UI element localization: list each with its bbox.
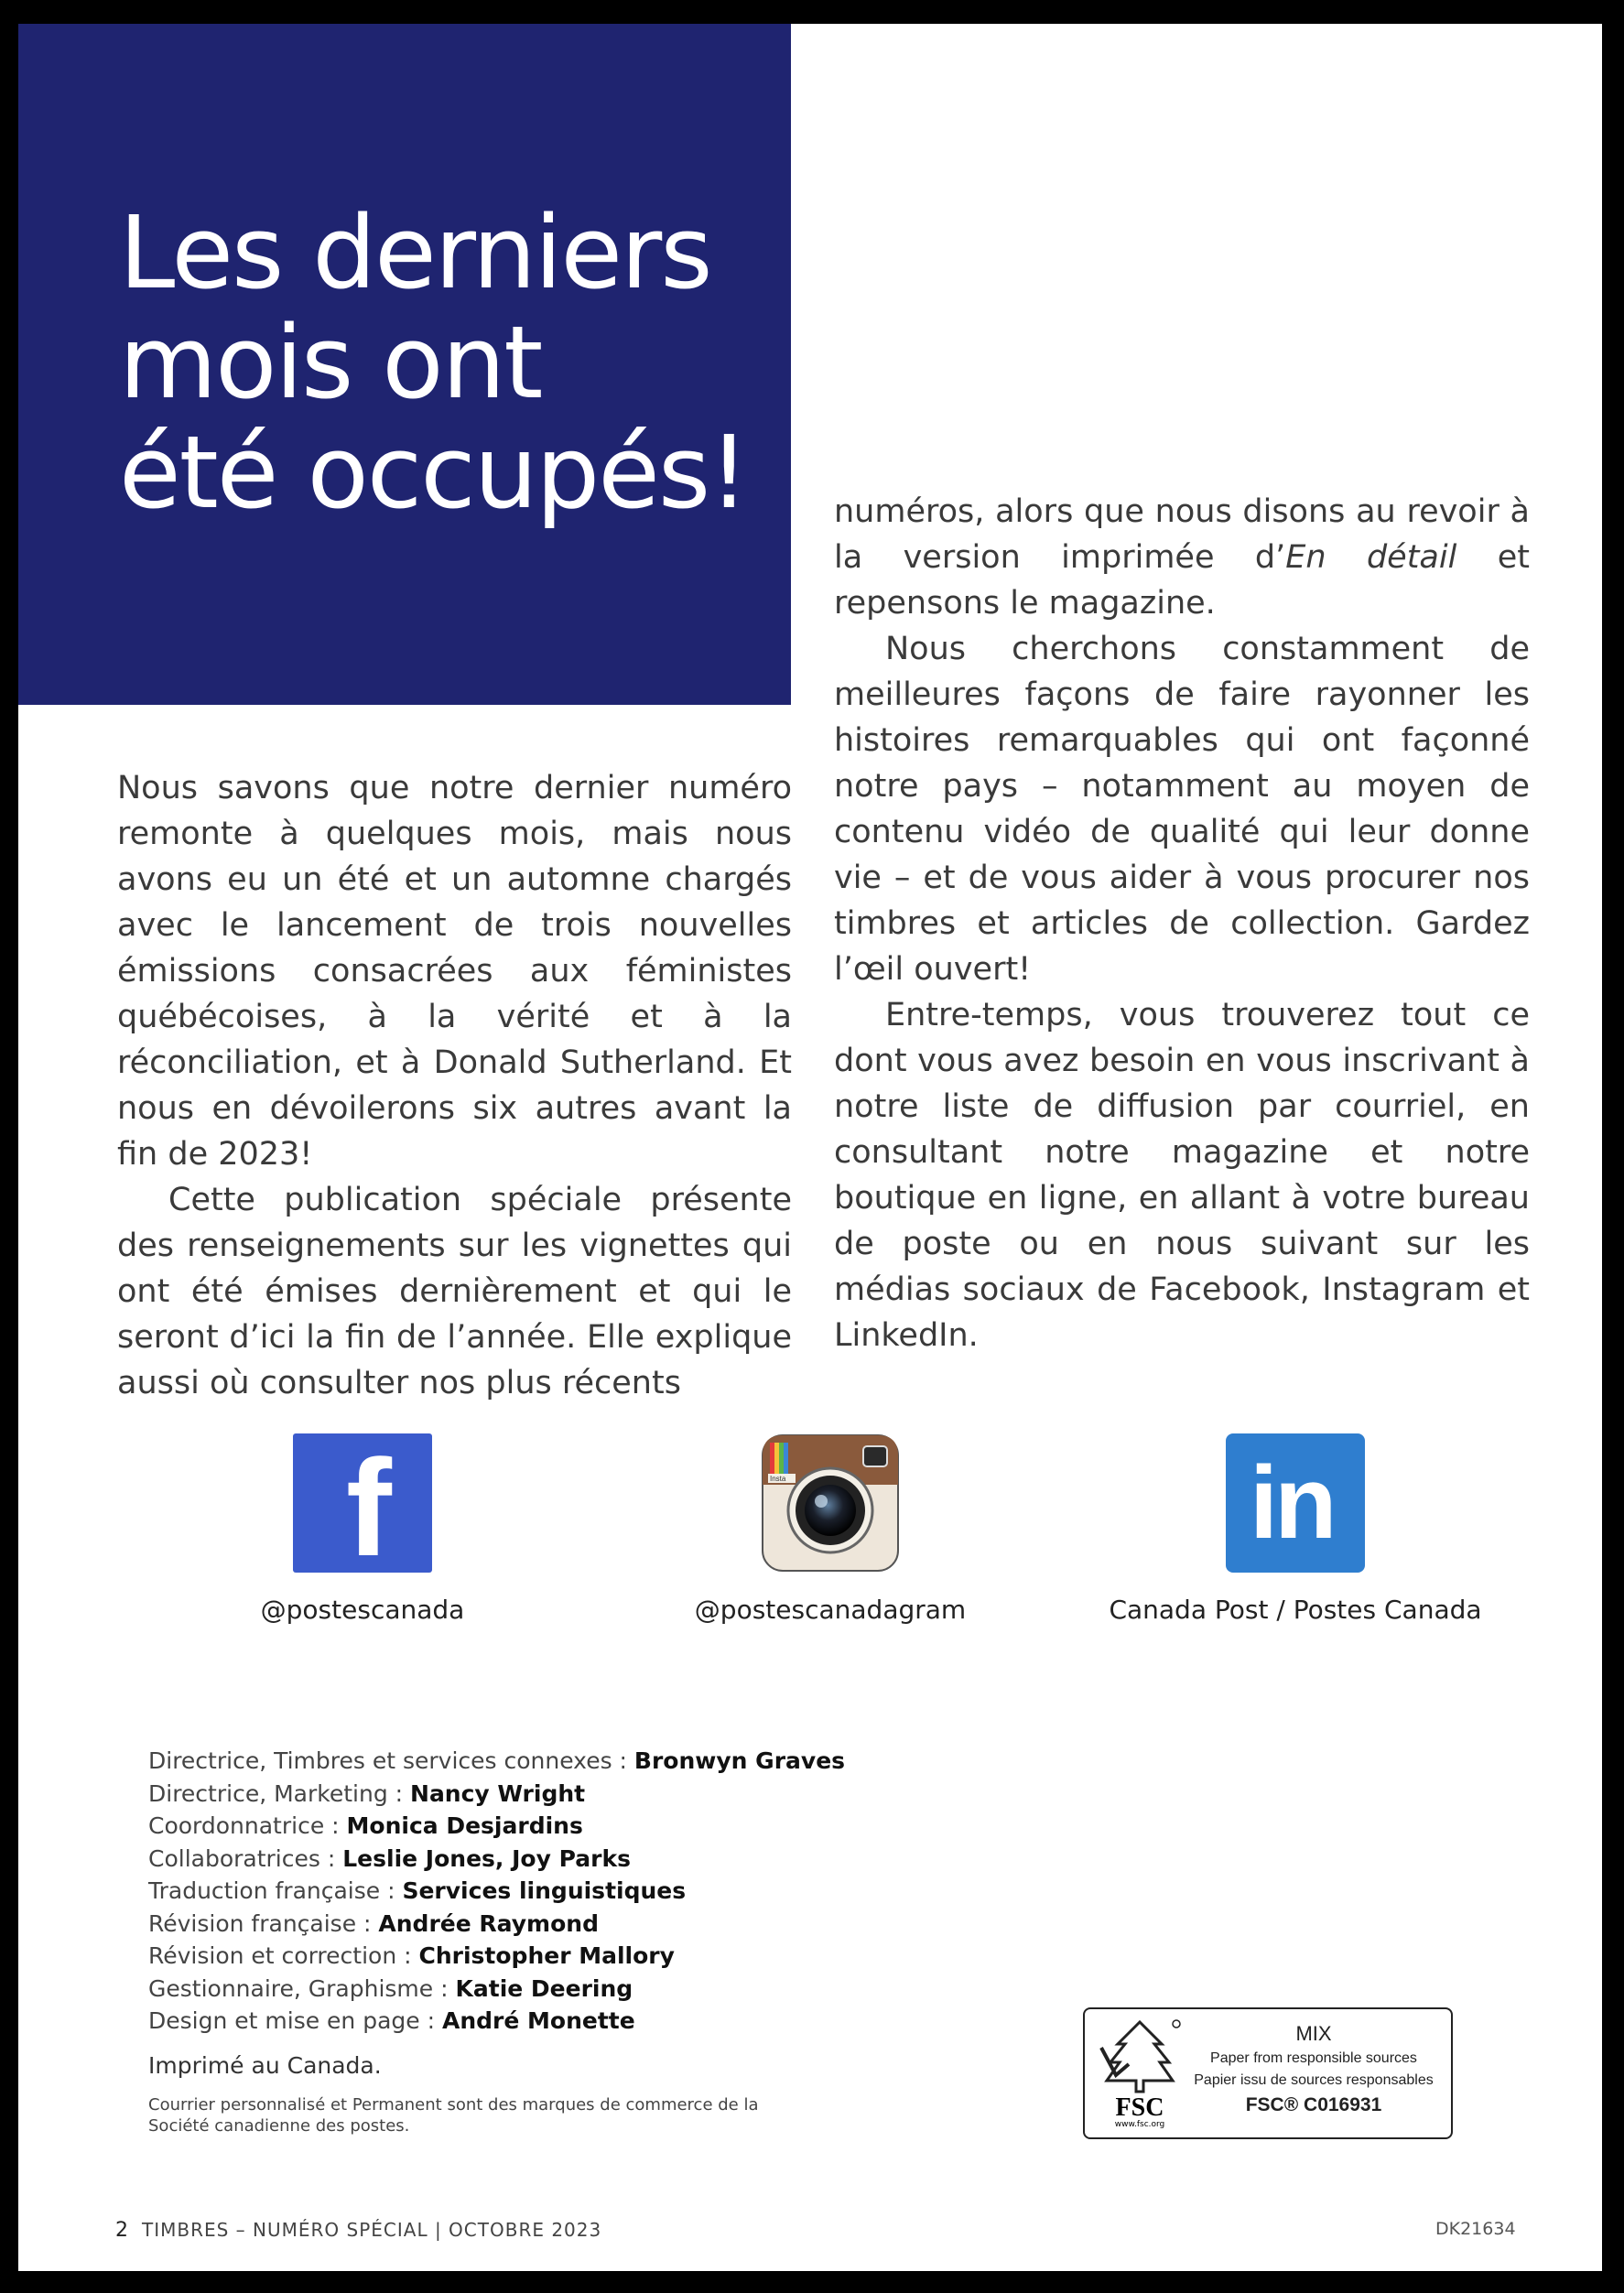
credit-name: Christopher Mallory bbox=[418, 1942, 675, 1969]
credit-role: Traduction française : bbox=[148, 1877, 403, 1904]
credit-line bbox=[148, 1810, 899, 1843]
credit-line bbox=[148, 1745, 899, 1778]
paragraph: Cette publication spéciale présente des renseignements sur les vignettes qui ont été émises dernièrement et qui le seront d’ici la fin de l’année. Elle explique aussi où consulter nos plus récents bbox=[117, 1182, 792, 1401]
credit-name: Monica Desjardins bbox=[346, 1812, 583, 1839]
credit-role: Directrice, Timbres et services connexes : bbox=[148, 1747, 634, 1774]
printed-note: Imprimé au Canada. bbox=[148, 2052, 382, 2079]
social-handle[interactable]: Canada Post / Postes Canada bbox=[1109, 1595, 1482, 1625]
fsc-logo-label: FSC bbox=[1115, 2093, 1164, 2122]
credit-line bbox=[148, 1973, 899, 2006]
fsc-text bbox=[1187, 2020, 1440, 2119]
fsc-mix: MIX bbox=[1295, 2022, 1332, 2045]
credit-line bbox=[148, 2005, 899, 2038]
social-handle[interactable]: @postescanadagram bbox=[694, 1595, 967, 1625]
credit-line bbox=[148, 1843, 899, 1876]
paragraph bbox=[834, 489, 1530, 626]
credit-role: Directrice, Marketing : bbox=[148, 1779, 411, 1807]
facebook-icon[interactable] bbox=[293, 1431, 432, 1585]
credit-name: Katie Deering bbox=[455, 1974, 633, 2002]
credit-role: Collaboratrices : bbox=[148, 1844, 343, 1872]
facebook-glyph: f bbox=[346, 1431, 392, 1585]
social-facebook[interactable] bbox=[143, 1433, 582, 1625]
trademark-note: Courrier personnalisé et Permanent sont des marques de commerce de la Société canadienne des postes. bbox=[148, 2095, 759, 2136]
page-footer bbox=[115, 2219, 601, 2242]
social-handle[interactable]: @postescanada bbox=[260, 1595, 465, 1625]
credit-role: Révision française : bbox=[148, 1909, 379, 1937]
credit-name: André Monette bbox=[441, 2007, 635, 2034]
credit-name: Bronwyn Graves bbox=[633, 1747, 846, 1774]
fsc-line: Papier issu de sources responsables bbox=[1194, 2072, 1434, 2088]
fsc-logo-url: www.fsc.org bbox=[1114, 2120, 1165, 2129]
page-number: 2 bbox=[115, 2219, 129, 2242]
title-line: Les derniers bbox=[119, 194, 711, 311]
text-run: numéros, alors que nous disons au revoir à la version imprimée d’ bbox=[834, 493, 1530, 576]
credit-role: Révision et correction : bbox=[148, 1942, 419, 1969]
credit-role: Coordonnatrice : bbox=[148, 1812, 347, 1839]
fsc-tree-icon bbox=[1096, 2017, 1184, 2130]
credit-line bbox=[148, 1778, 899, 1811]
page-title bbox=[119, 194, 748, 531]
instagram-logo bbox=[761, 1433, 900, 1573]
magazine-name: En détail bbox=[1285, 539, 1457, 576]
credit-line bbox=[148, 1908, 899, 1941]
credit-role: Gestionnaire, Graphisme : bbox=[148, 1974, 456, 2002]
text-run: et repensons le magazine. bbox=[834, 539, 1530, 622]
instagram-label: Insta bbox=[770, 1475, 786, 1483]
paragraph: Nous cherchons constamment de meilleures façons de faire rayonner les histoires remarquables qui ont façonné notre pays – notamment au moyen de contenu vidéo de qualité qui leur donne vie – et de vous aider à vous procurer nos timbres et articles de collection. Gardez l’œil ouvert! bbox=[834, 631, 1530, 988]
title-line: été occupés! bbox=[119, 414, 748, 531]
document-code: DK21634 bbox=[1435, 2219, 1516, 2239]
credit-role: Design et mise en page : bbox=[148, 2007, 442, 2034]
linkedin-icon[interactable] bbox=[1226, 1433, 1365, 1573]
publication-info: TIMBRES – NUMÉRO SPÉCIAL | OCTOBRE 2023 bbox=[142, 2219, 602, 2241]
credit-line bbox=[148, 1940, 899, 1973]
fsc-line: Paper from responsible sources bbox=[1210, 2050, 1417, 2066]
fsc-label bbox=[1083, 2007, 1453, 2139]
credit-line bbox=[148, 1875, 899, 1908]
credit-name: Leslie Jones, Joy Parks bbox=[342, 1844, 631, 1872]
credit-name: Nancy Wright bbox=[410, 1779, 586, 1807]
instagram-icon[interactable] bbox=[761, 1433, 900, 1573]
title-box bbox=[18, 24, 791, 705]
paragraph: Entre-temps, vous trouverez tout ce dont vous avez besoin en vous inscrivant à notre liste de diffusion par courriel, en consultant notre magazine et notre boutique en ligne, en allant à votre bureau de poste ou en nous suivant sur les médias sociaux de Facebook, Instagram et LinkedIn. bbox=[834, 997, 1530, 1354]
credit-name: Andrée Raymond bbox=[378, 1909, 599, 1937]
left-column bbox=[117, 765, 792, 1406]
credits-list bbox=[148, 1745, 899, 2038]
credit-name: Services linguistiques bbox=[402, 1877, 687, 1904]
social-instagram[interactable] bbox=[611, 1433, 1050, 1625]
social-linkedin[interactable] bbox=[1076, 1433, 1515, 1625]
page bbox=[18, 24, 1602, 2271]
paragraph: Nous savons que notre dernier numéro remonte à quelques mois, mais nous avons eu un été et un automne chargés avec le lancement de trois nouvelles émissions consacrées aux féministes québécoises, à la vérité et à la réconciliation, et à Donald Sutherland. Et nous en dévoilerons six autres avant la fin de 2023! bbox=[117, 770, 792, 1173]
right-column bbox=[834, 489, 1530, 1358]
title-line: mois ont bbox=[119, 304, 542, 421]
fsc-code: FSC® C016931 bbox=[1245, 2094, 1382, 2115]
linkedin-glyph: in bbox=[1250, 1445, 1334, 1560]
